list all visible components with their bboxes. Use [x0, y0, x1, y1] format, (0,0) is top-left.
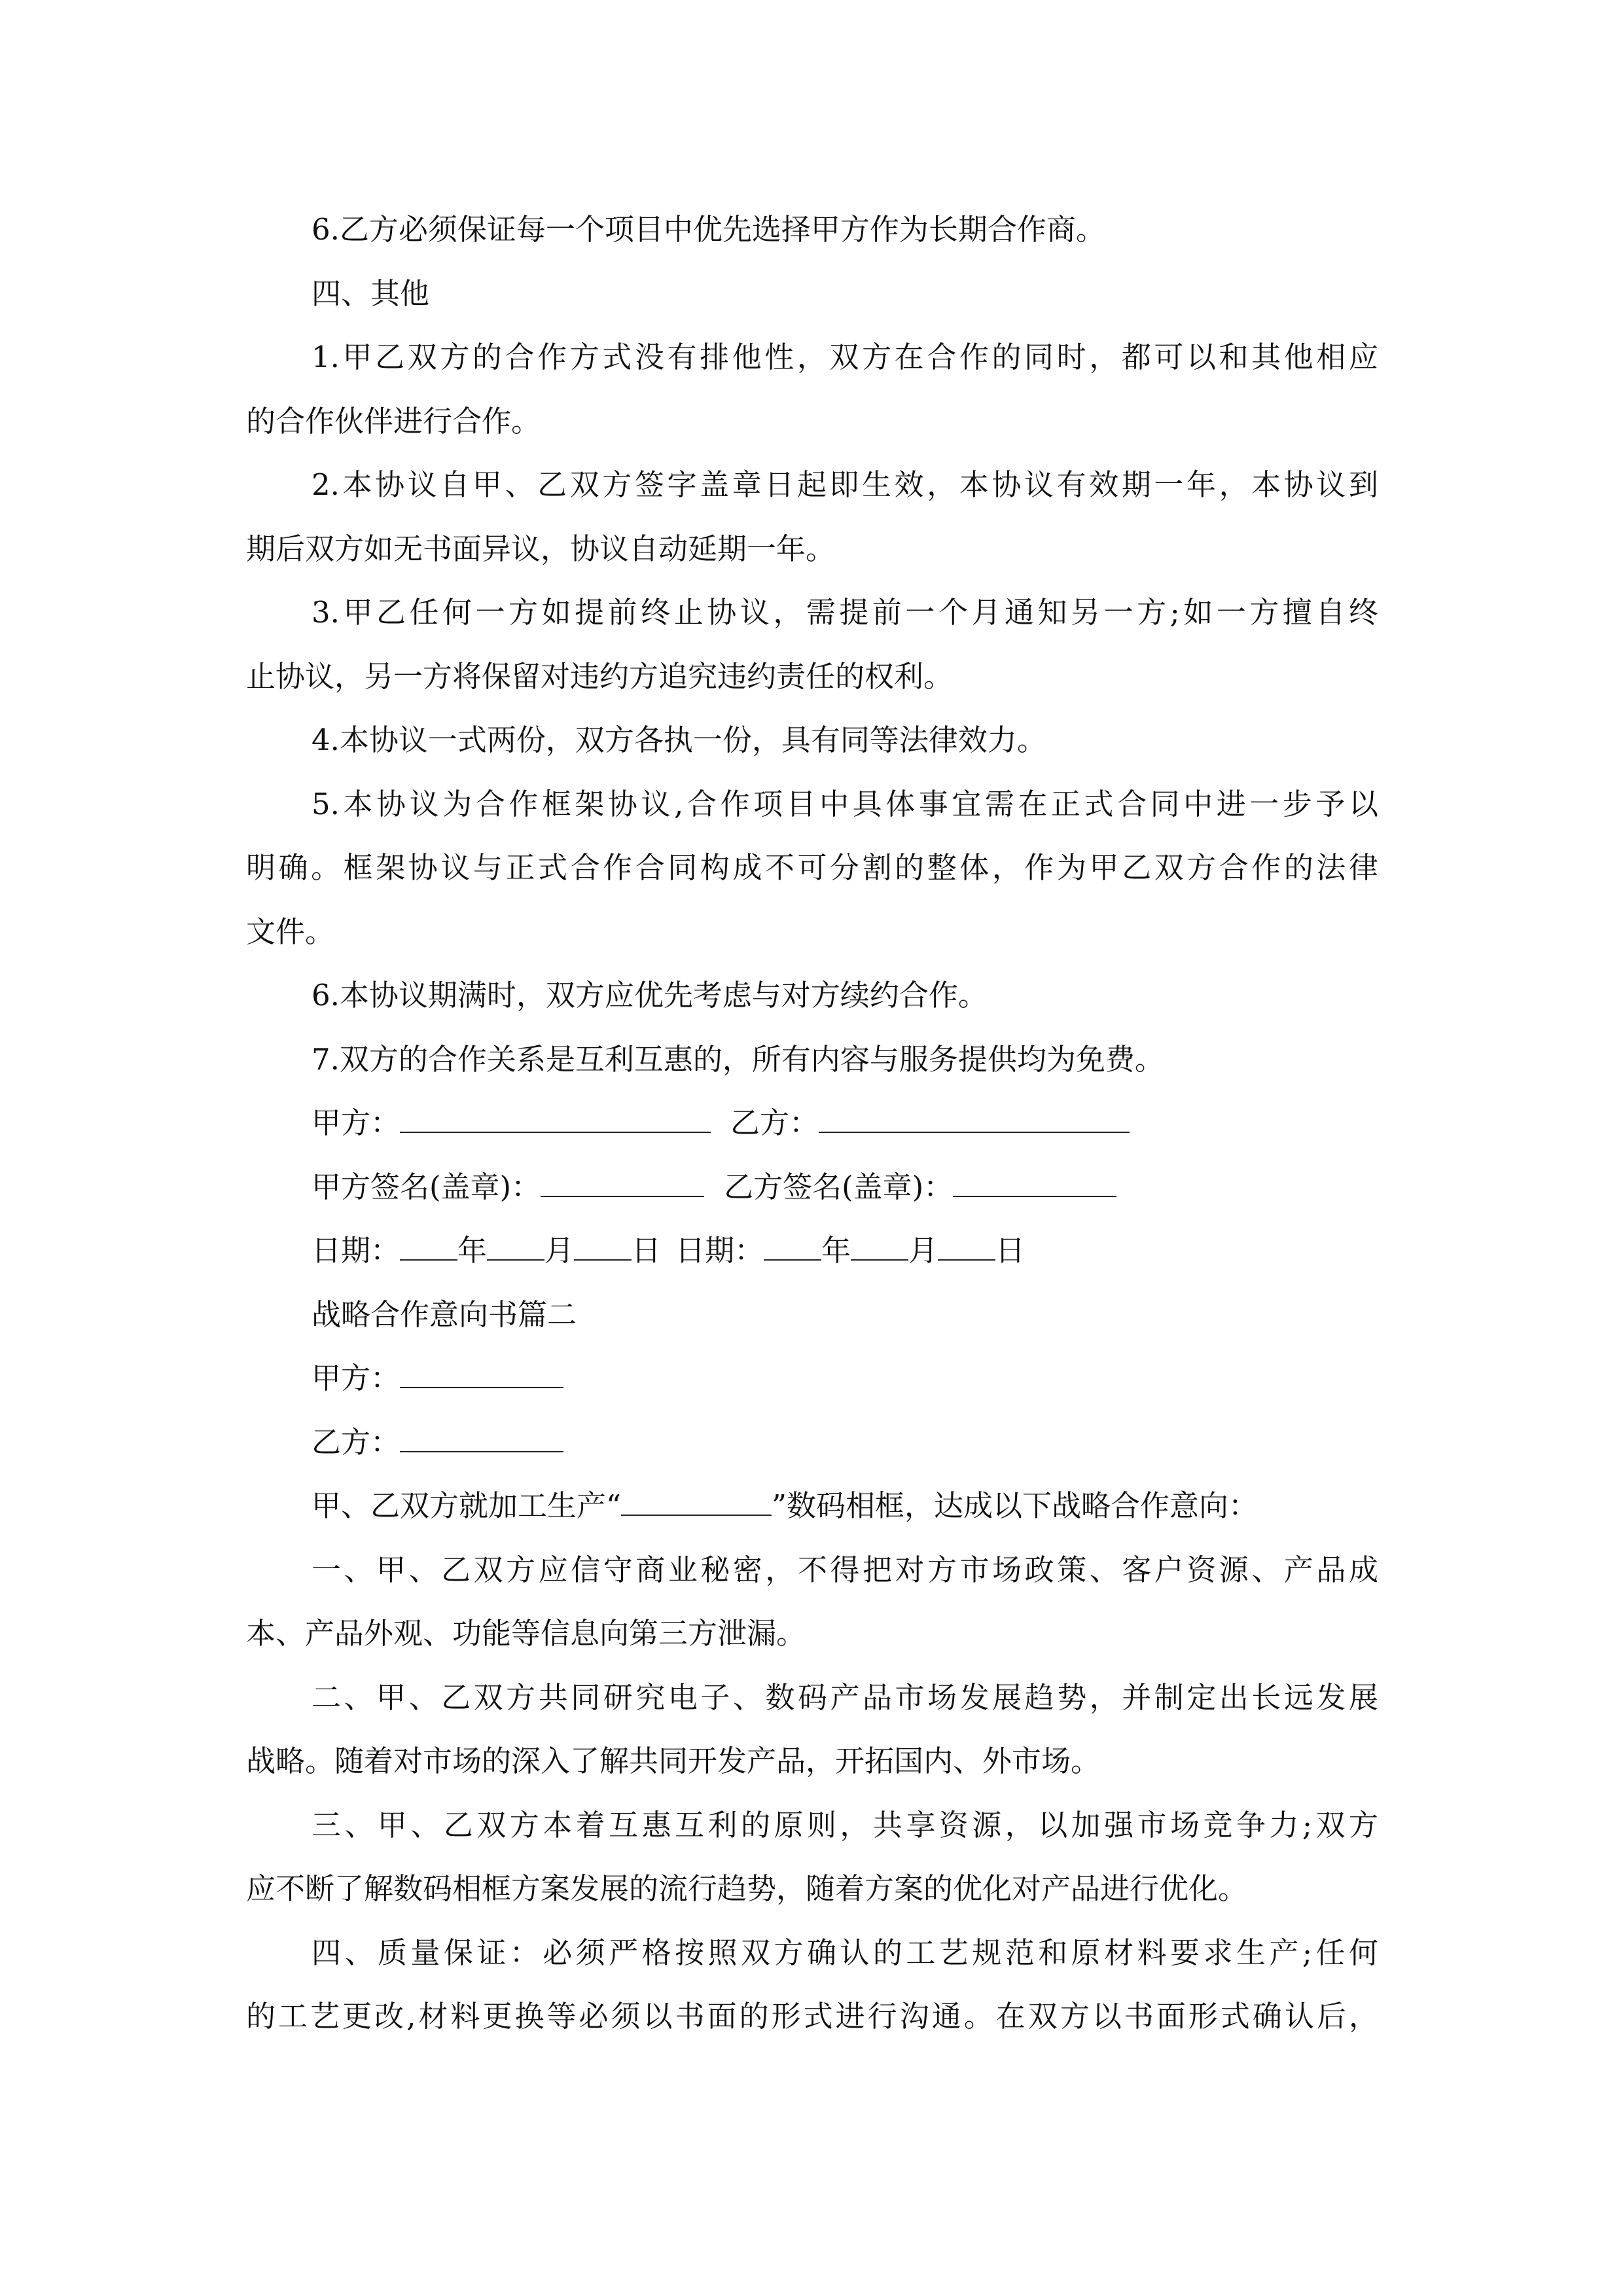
date-a-label: 日期： [312, 1233, 401, 1268]
party-b-blank[interactable] [819, 1099, 1130, 1133]
date-b-year-blank[interactable] [764, 1227, 821, 1261]
party-a-blank[interactable] [400, 1099, 711, 1133]
clause-5-line-1: 5.本协议为合作框架协议,合作项目中具体事宜需在正式合同中进一步予以 [312, 786, 1378, 821]
section-two-party-a-blank[interactable] [400, 1354, 563, 1388]
date-a-day: 日 [632, 1233, 662, 1268]
date-a-day-blank[interactable] [574, 1227, 632, 1261]
party-names-row [246, 1091, 1378, 1155]
date-b-day-blank[interactable] [938, 1227, 995, 1261]
clause-6: 6.本协议期满时，双方应优先考虑与对方续约合作。 [312, 978, 988, 1013]
document-body [246, 198, 1378, 2049]
date-b-year: 年 [821, 1233, 851, 1268]
date-a-month: 月 [544, 1233, 575, 1268]
date-b-month: 月 [908, 1233, 938, 1268]
intent-4-line-2: 的工艺更改,材料更换等必须以书面的形式进行沟通。在双方以书面形式确认后， [246, 1999, 1378, 2034]
clause-5-line-2: 明确。框架协议与正式合作合同构成不可分割的整体，作为甲乙双方合作的法律 [246, 850, 1378, 885]
clause-4: 4.本协议一式两份，双方各执一份，具有同等法律效力。 [312, 723, 1046, 757]
section-two-party-a-label: 甲方： [312, 1361, 401, 1395]
section-two-party-b-label: 乙方： [312, 1424, 401, 1460]
section-heading-other: 四、其他 [312, 276, 430, 311]
clause-2-line-1: 2.本协议自甲、乙双方签字盖章日起即生效，本协议有效期一年，本协议到 [312, 467, 1378, 502]
date-b-label: 日期： [675, 1233, 764, 1268]
party-b-label: 乙方： [730, 1105, 819, 1140]
date-a-year-blank[interactable] [400, 1227, 457, 1261]
clause-7: 7.双方的合作关系是互利互惠的，所有内容与服务提供均为免费。 [312, 1041, 1164, 1077]
intent-2-line-2: 战略。随着对市场的深入了解共同开发产品，开拓国内、外市场。 [246, 1744, 1101, 1778]
section-two-intro [246, 1474, 1378, 1538]
party-a-sign-label: 甲方签名(盖章)： [312, 1169, 541, 1204]
date-b-month-blank[interactable] [851, 1227, 908, 1261]
date-b-day: 日 [995, 1233, 1026, 1268]
intent-2-line-1: 二、甲、乙双方共同研究电子、数码产品市场发展趋势，并制定出长远发展 [312, 1679, 1378, 1715]
signature-row [246, 1155, 1378, 1219]
party-b-sign-label: 乙方签名(盖章)： [724, 1169, 954, 1204]
intro-suffix: ”数码相框，达成以下战略合作意向： [772, 1488, 1258, 1523]
intent-3-line-1: 三、甲、乙双方本着互惠互利的原则，共享资源，以加强市场竞争力;双方 [312, 1807, 1378, 1842]
clause-1-line-1: 1.甲乙双方的合作方式没有排他性，双方在合作的同时，都可以和其他相应 [312, 340, 1378, 374]
clause-1-line-2: 的合作伙伴进行合作。 [246, 403, 541, 439]
product-name-blank[interactable] [621, 1482, 772, 1516]
section-two-party-a-row [246, 1346, 1378, 1410]
party-b-sign-blank[interactable] [953, 1163, 1116, 1197]
party-a-sign-blank[interactable] [541, 1163, 704, 1197]
date-a-year: 年 [457, 1233, 488, 1268]
date-row [246, 1219, 1378, 1283]
clause-5-line-3: 文件。 [246, 914, 335, 949]
party-a-label: 甲方： [312, 1105, 401, 1140]
clause-2-line-2: 期后双方如无书面异议，协议自动延期一年。 [246, 531, 836, 566]
date-a-month-blank[interactable] [487, 1227, 544, 1261]
section-two-party-b-row [246, 1410, 1378, 1475]
section-two-party-b-blank[interactable] [400, 1418, 563, 1452]
clause-3-line-2: 止协议，另一方将保留对违约方追究违约责任的权利。 [246, 658, 954, 694]
intent-4-line-1: 四、质量保证：必须严格按照双方确认的工艺规范和原材料要求生产;任何 [312, 1935, 1378, 1970]
intent-3-line-2: 应不断了解数码相框方案发展的流行趋势，随着方案的优化对产品进行优化。 [246, 1871, 1248, 1906]
intent-1-line-1: 一、甲、乙双方应信守商业秘密，不得把对方市场政策、客户资源、产品成 [312, 1552, 1378, 1587]
intent-1-line-2: 本、产品外观、功能等信息向第三方泄漏。 [246, 1616, 806, 1651]
section-two-title: 战略合作意向书篇二 [312, 1297, 577, 1332]
clause-3-line-1: 3.甲乙任何一方如提前终止协议，需提前一个月通知另一方;如一方擅自终 [312, 595, 1378, 630]
clause-6-partyb: 6.乙方必须保证每一个项目中优先选择甲方作为长期合作商。 [312, 212, 1105, 247]
intro-prefix: 甲、乙双方就加工生产“ [312, 1488, 622, 1523]
